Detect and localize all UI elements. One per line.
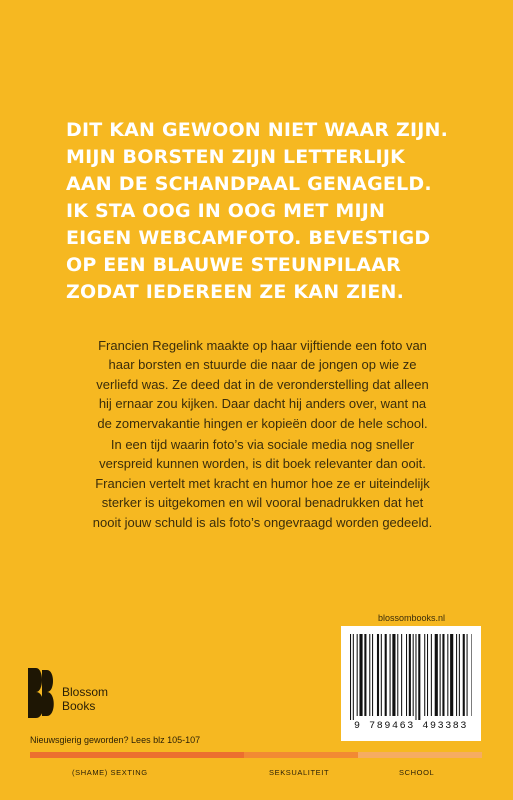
barcode-bar (447, 634, 448, 716)
category-tag: SEKSUALITEIT (269, 768, 330, 777)
description-line: haar borsten en stuurde die naar de jongen op wie ze (108, 357, 417, 373)
description-line: sterker is uitgekomen en wil vooral benadrukken dat het (101, 495, 424, 511)
barcode-bar (467, 634, 468, 716)
barcode-bar (390, 634, 391, 716)
barcode-bar (350, 634, 351, 720)
barcode (341, 626, 481, 741)
category-tag: (SHAME) SEXTING (72, 768, 148, 777)
category-tags (30, 768, 482, 780)
barcode-bar (415, 634, 416, 720)
category-bar (358, 752, 482, 758)
barcode-bars (350, 634, 472, 720)
barcode-bar (435, 634, 438, 716)
publisher-logo-text (62, 685, 108, 713)
promo-text: Nieuwsgierig geworden? Lees blz 105-107 (30, 735, 201, 745)
barcode-bar (369, 634, 370, 716)
barcode-bar (450, 634, 453, 716)
barcode-bar (397, 634, 398, 716)
barcode-bar (372, 634, 373, 716)
barcode-bar (406, 634, 407, 716)
description-line: Francien Regelink maakte op haar vijftiende een foto van (98, 338, 427, 353)
barcode-bar (401, 634, 402, 716)
description-paragraph-1 (50, 336, 475, 433)
description-paragraph-2 (50, 435, 475, 532)
barcode-bar (456, 634, 457, 716)
quote-line: OP EEN BLAUWE STEUNPILAAR (66, 254, 401, 276)
barcode-bar (471, 634, 472, 716)
category-bar (30, 752, 244, 758)
barcode-bar (385, 634, 387, 716)
barcode-bar (418, 634, 420, 720)
quote-line: EIGEN WEBCAMFOTO. BEVESTIGD (66, 227, 431, 249)
quote-line: DIT KAN GEWOON NIET WAAR ZIJN. (66, 119, 449, 141)
quote-line: ZODAT IEDEREEN ZE KAN ZIEN. (66, 281, 405, 303)
publisher-name-line: Books (62, 699, 96, 713)
barcode-bar (381, 634, 382, 716)
barcode-bar (357, 634, 358, 716)
publisher-name-line: Blossom (62, 685, 109, 699)
barcode-bar (424, 634, 425, 716)
barcode-bar (440, 634, 441, 716)
description-line: Francien vertelt met kracht en humor hoe ze er uiteindelijk (95, 475, 430, 491)
barcode-bar (353, 634, 354, 720)
quote-line: AAN DE SCHANDPAAL GENAGELD. (66, 173, 432, 195)
barcode-bar (459, 634, 460, 716)
quote-line: MIJN BORSTEN ZIJN LETTERLIJK (66, 146, 406, 168)
barcode-bar (392, 634, 395, 716)
description-line: verliefd was. Ze deed dat in de veronderstelling dat alleen (96, 376, 429, 392)
description-line: de zomervakantie hingen er kopieën door de hele school. (97, 415, 428, 431)
category-bar (244, 752, 358, 758)
publisher-website: blossombooks.nl (378, 613, 446, 623)
barcode-bar (463, 634, 465, 716)
category-tag: SCHOOL (399, 768, 435, 777)
description-line: In een tijd waarin foto’s via sociale media nog sneller (110, 437, 415, 452)
description-line: verspreid kunnen worden, is dit boek relevanter dan ooit. (99, 456, 426, 472)
barcode-bar (427, 634, 428, 716)
barcode-bar (442, 634, 444, 716)
isbn-number: 9 789463 493383 (353, 721, 468, 732)
double-b-logo-icon (28, 668, 56, 718)
cover-quote (66, 117, 466, 306)
barcode-bar (377, 634, 379, 716)
description-line: hij ernaar zou kijken. Daar dacht hij anders over, want na (98, 396, 427, 412)
barcode-bar (364, 634, 366, 716)
category-color-bars (30, 752, 482, 758)
barcode-bar (359, 634, 362, 716)
description-line: nooit jouw schuld is als foto’s ongevraagd worden gedeeld. (92, 514, 433, 530)
barcode-bar (409, 634, 411, 716)
barcode-bar (431, 634, 432, 716)
barcode-bar (413, 634, 414, 716)
quote-line: IK STA OOG IN OOG MET MIJN (66, 200, 386, 222)
